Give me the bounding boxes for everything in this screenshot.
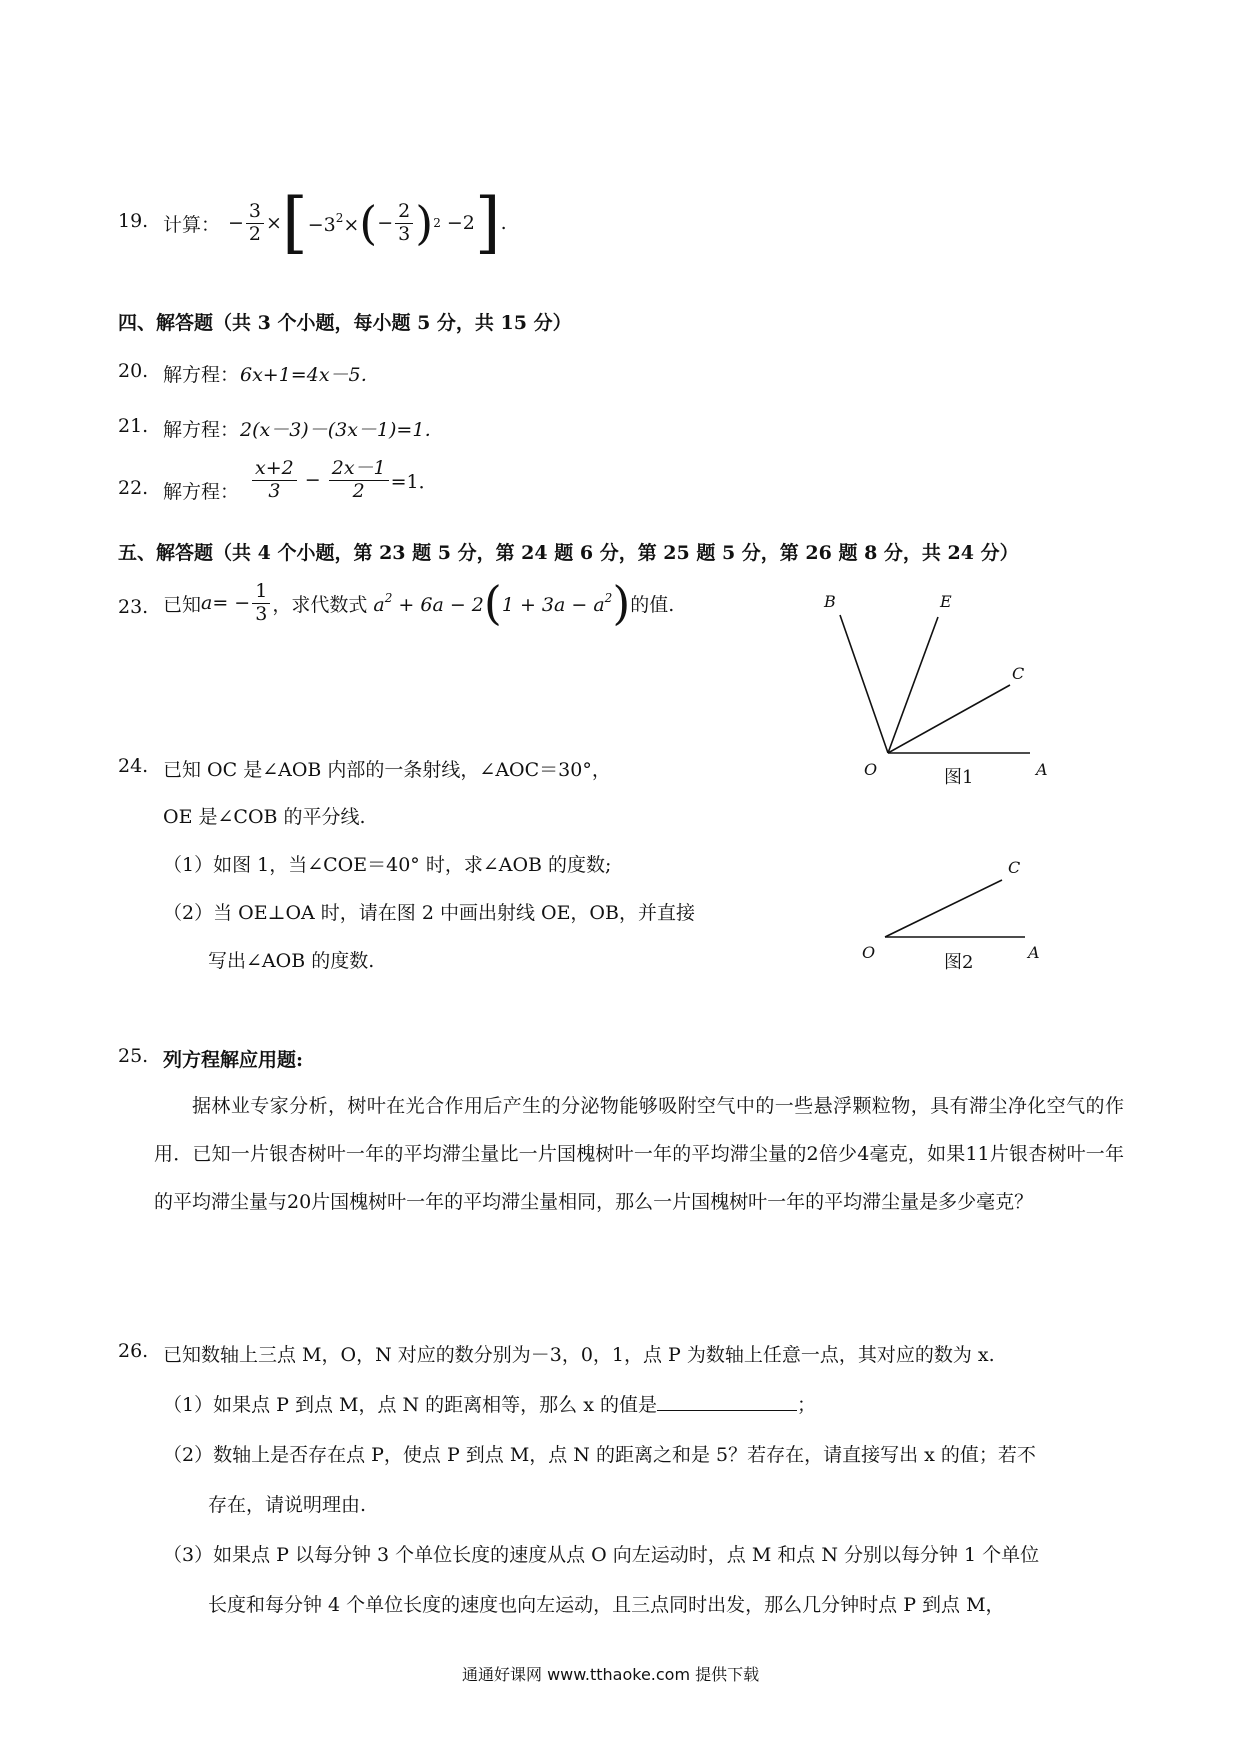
fig2-label-c: C	[1008, 858, 1021, 877]
q19-label: 计算：	[163, 214, 221, 236]
q19-number: 19.	[118, 210, 149, 232]
q26-answer-blank[interactable]	[657, 1392, 797, 1411]
fig2-label-o: O	[862, 943, 876, 962]
q22-number: 22.	[118, 477, 149, 499]
q20-number: 20.	[118, 360, 149, 382]
q24-part-2: （2）当 OE⊥OA 时，请在图 2 中画出射线 OE，OB，并直接	[163, 902, 695, 924]
ray-ob	[840, 615, 888, 753]
page-footer: 通通好课网 www.tthaoke.com 提供下载	[462, 1665, 760, 1684]
fig1-label-e: E	[940, 592, 952, 611]
fig1-label-c: C	[1012, 664, 1025, 683]
q19-left-bracket: [	[281, 184, 308, 261]
figure-1	[800, 585, 1070, 795]
q23-frac: $\frac{1}{3}$	[252, 581, 270, 626]
q25-number: 25.	[118, 1045, 149, 1067]
q19-expression: − $\frac{3}{2}$ × [ $-3^2\times$ ( − $\frac{2}{3}$ ) 2 −2 ] .	[228, 184, 507, 261]
q21-label: 解方程：	[163, 419, 240, 441]
q26-part-3a: （3）如果点 P 以每分钟 3 个单位长度的速度从点 O 向左运动时，点 M 和点 N 分别以每分钟 1 个单位	[163, 1544, 1040, 1566]
section-4-title: 四、解答题（共 3 个小题，每小题 5 分，共 15 分）	[118, 312, 572, 334]
section-5-title: 五、解答题（共 4 个小题，第 23 题 5 分，第 24 题 6 分，第 25 题 5 分，第 26 题 8 分，共 24 分）	[118, 542, 1019, 564]
q19-frac-2-3: $\frac{2}{3}$	[395, 201, 413, 246]
q26-stem: 已知数轴上三点 M，O，N 对应的数分别为－3，0，1，点 P 为数轴上任意一点，其对应的数为 x.	[163, 1344, 995, 1366]
fig2-label-a: A	[1028, 943, 1040, 962]
fig1-label-a: A	[1036, 760, 1048, 779]
fig2-ray-oc	[885, 880, 1002, 937]
ray-oe	[888, 617, 938, 753]
q20-equation: 6x+1=4x－5．	[240, 364, 380, 386]
q26-part-1: （1）如果点 P 到点 M，点 N 的距离相等，那么 x 的值是 ；	[163, 1394, 816, 1416]
q22-equation: $\frac{x+2}{3}$ − $\frac{2x-1}{2}$ =1．	[250, 458, 438, 503]
q21-equation: 2(x－3)－(3x－1)=1．	[240, 419, 444, 441]
q24-part-2b: 写出∠AOB 的度数.	[208, 950, 375, 972]
q22-label: 解方程：	[163, 481, 240, 503]
q23-text: 已知 a = − $\frac{1}{3}$ ，求代数式 $a^2 + 6a - 2$ ( $1 + 3a - a^2$ ) 的值.	[163, 576, 675, 630]
fig1-label-o: O	[864, 760, 878, 779]
q24-line-1: 已知 OC 是∠AOB 内部的一条射线，∠AOC＝30°，	[163, 759, 611, 781]
fig2-caption: 图2	[944, 952, 974, 973]
q26-number: 26.	[118, 1340, 149, 1362]
q19-frac-3-2: $\frac{3}{2}$	[246, 201, 264, 246]
fig1-caption: 图1	[944, 767, 974, 788]
ray-oc	[888, 685, 1010, 753]
q26-part-2b: 存在，请说明理由.	[208, 1494, 367, 1516]
q22-frac-1: $\frac{x+2}{3}$	[252, 458, 297, 503]
q20-label: 解方程：	[163, 364, 240, 386]
q21-number: 21.	[118, 415, 149, 437]
q26-part-3b: 长度和每分钟 4 个单位长度的速度也向左运动，且三点同时出发，那么几分钟时点 P 到点 M，	[208, 1594, 1005, 1616]
q24-number: 24.	[118, 755, 149, 777]
q25-body: 据林业专家分析，树叶在光合作用后产生的分泌物能够吸附空气中的一些悬浮颗粒物，具有滞尘净化空气的作用．已知一片银杏树叶一年的平均滞尘量比一片国槐树叶一年的平均滞尘量的2倍少4毫克，如果11片银杏树叶一年的平均滞尘量与20片国槐树叶一年的平均滞尘量相同，那么一片国槐树叶一年的平均滞尘量是多少毫克？	[154, 1095, 1124, 1213]
q22-frac-2: $\frac{2x-1}{2}$	[329, 458, 389, 503]
q24-part-1: （1）如图 1，当∠COE＝40° 时，求∠AOB 的度数;	[163, 854, 612, 876]
q25-title: 列方程解应用题:	[163, 1049, 304, 1071]
q26-part-2a: （2）数轴上是否存在点 P，使点 P 到点 M，点 N 的距离之和是 5？若存在，请直接写出 x 的值；若不	[163, 1444, 1036, 1466]
fig1-label-b: B	[824, 592, 836, 611]
q19-right-bracket: ]	[474, 184, 501, 261]
figure-2	[840, 840, 1080, 980]
q23-number: 23.	[118, 596, 149, 618]
q24-line-2: OE 是∠COB 的平分线.	[163, 806, 366, 828]
